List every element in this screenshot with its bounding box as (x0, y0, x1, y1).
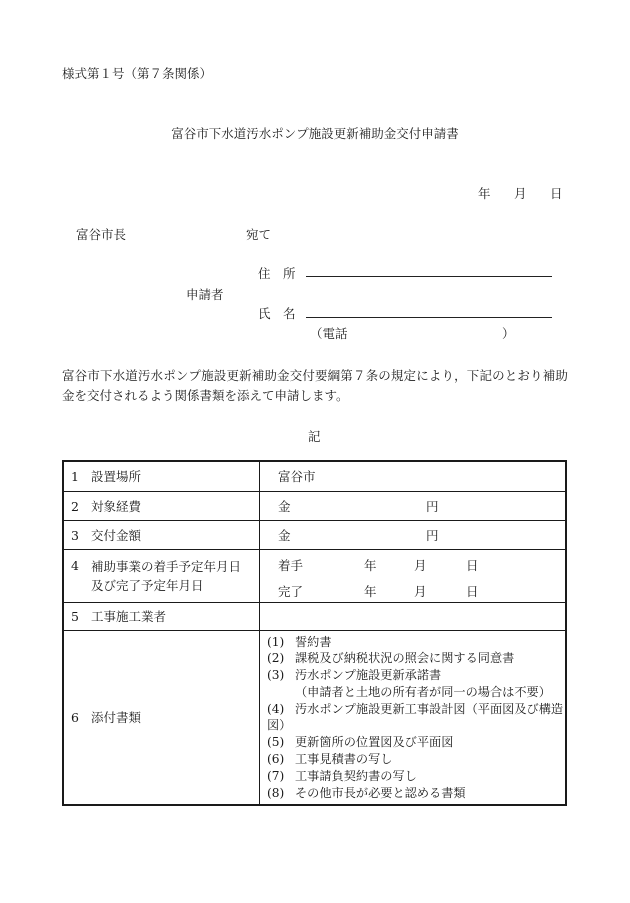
location-value[interactable]: 富谷市 (260, 461, 567, 491)
table-row-grant (63, 520, 566, 549)
table-row-contractor (63, 602, 566, 630)
attachment-item: (7) 工事請負契約書の写し (267, 768, 417, 783)
application-details-table (62, 460, 567, 806)
attachment-item: (8) その他市長が必要と認める書類 (267, 785, 466, 800)
body-line-2: 金を交付されるよう関係書類を添えて申請します。 (62, 388, 349, 403)
attachment-item: (2) 課税及び納税状況の照会に関する同意書 (267, 651, 515, 666)
address-label: 住 所 (258, 266, 296, 281)
date-day-label: 日 (550, 186, 563, 201)
form-number: 様式第１号（第７条関係） (62, 66, 213, 81)
attachment-item: (6) 工事見積書の写し (267, 752, 393, 767)
table-row-attachments (63, 630, 566, 805)
contractor-value[interactable] (260, 602, 567, 630)
addressee-name: 富谷市長 (76, 227, 127, 242)
row-label: 6 添付書類 (63, 630, 260, 805)
date-month-label: 月 (514, 186, 527, 201)
note-heading: 記 (308, 429, 321, 444)
addressee-suffix: 宛て (246, 227, 272, 242)
row-label: 3 交付金額 (63, 520, 260, 549)
name-label: 氏 名 (258, 306, 296, 321)
table-row-expense (63, 491, 566, 520)
document-title: 富谷市下水道汚水ポンプ施設更新補助金交付申請書 (171, 126, 459, 141)
attachment-item: (5) 更新箇所の位置図及び平面図 (267, 735, 454, 750)
start-date[interactable]: 着手 年 月 日 (278, 557, 479, 573)
row-label: 5 工事施工業者 (63, 602, 260, 630)
attachments-list (260, 630, 567, 805)
phone-close: ） (502, 326, 515, 341)
table-row-schedule (63, 549, 566, 602)
body-line-1: 富谷市下水道汚水ポンプ施設更新補助金交付要綱第７条の規定により，下記のとおり補助 (62, 368, 569, 383)
row-label: 2 対象経費 (63, 491, 260, 520)
phone-label: （電話 (310, 326, 348, 341)
grant-value[interactable]: 金 円 (260, 520, 567, 549)
name-underline[interactable] (306, 317, 552, 318)
attachment-item: (4) 汚水ポンプ施設更新工事設計図（平面図及び構造 (267, 701, 564, 716)
row-label: 4 補助事業の着手予定年月日 及び完了予定年月日 (63, 549, 260, 602)
date-year-label: 年 (478, 186, 491, 201)
applicant-label: 申請者 (186, 287, 224, 302)
attachment-item: (1) 誓約書 (267, 634, 332, 649)
attachment-item-continuation: 図） (267, 718, 292, 733)
expense-value[interactable]: 金 円 (260, 491, 567, 520)
table-row-location (63, 461, 566, 491)
end-date[interactable]: 完了 年 月 日 (278, 583, 479, 599)
row-label: 1 設置場所 (63, 461, 260, 491)
attachment-item: (3) 汚水ポンプ施設更新承諾書 (267, 668, 442, 683)
attachment-item-note: （申請者と土地の所有者が同一の場合は不要） (295, 684, 551, 699)
address-underline[interactable] (306, 276, 552, 277)
schedule-value[interactable] (260, 549, 567, 602)
